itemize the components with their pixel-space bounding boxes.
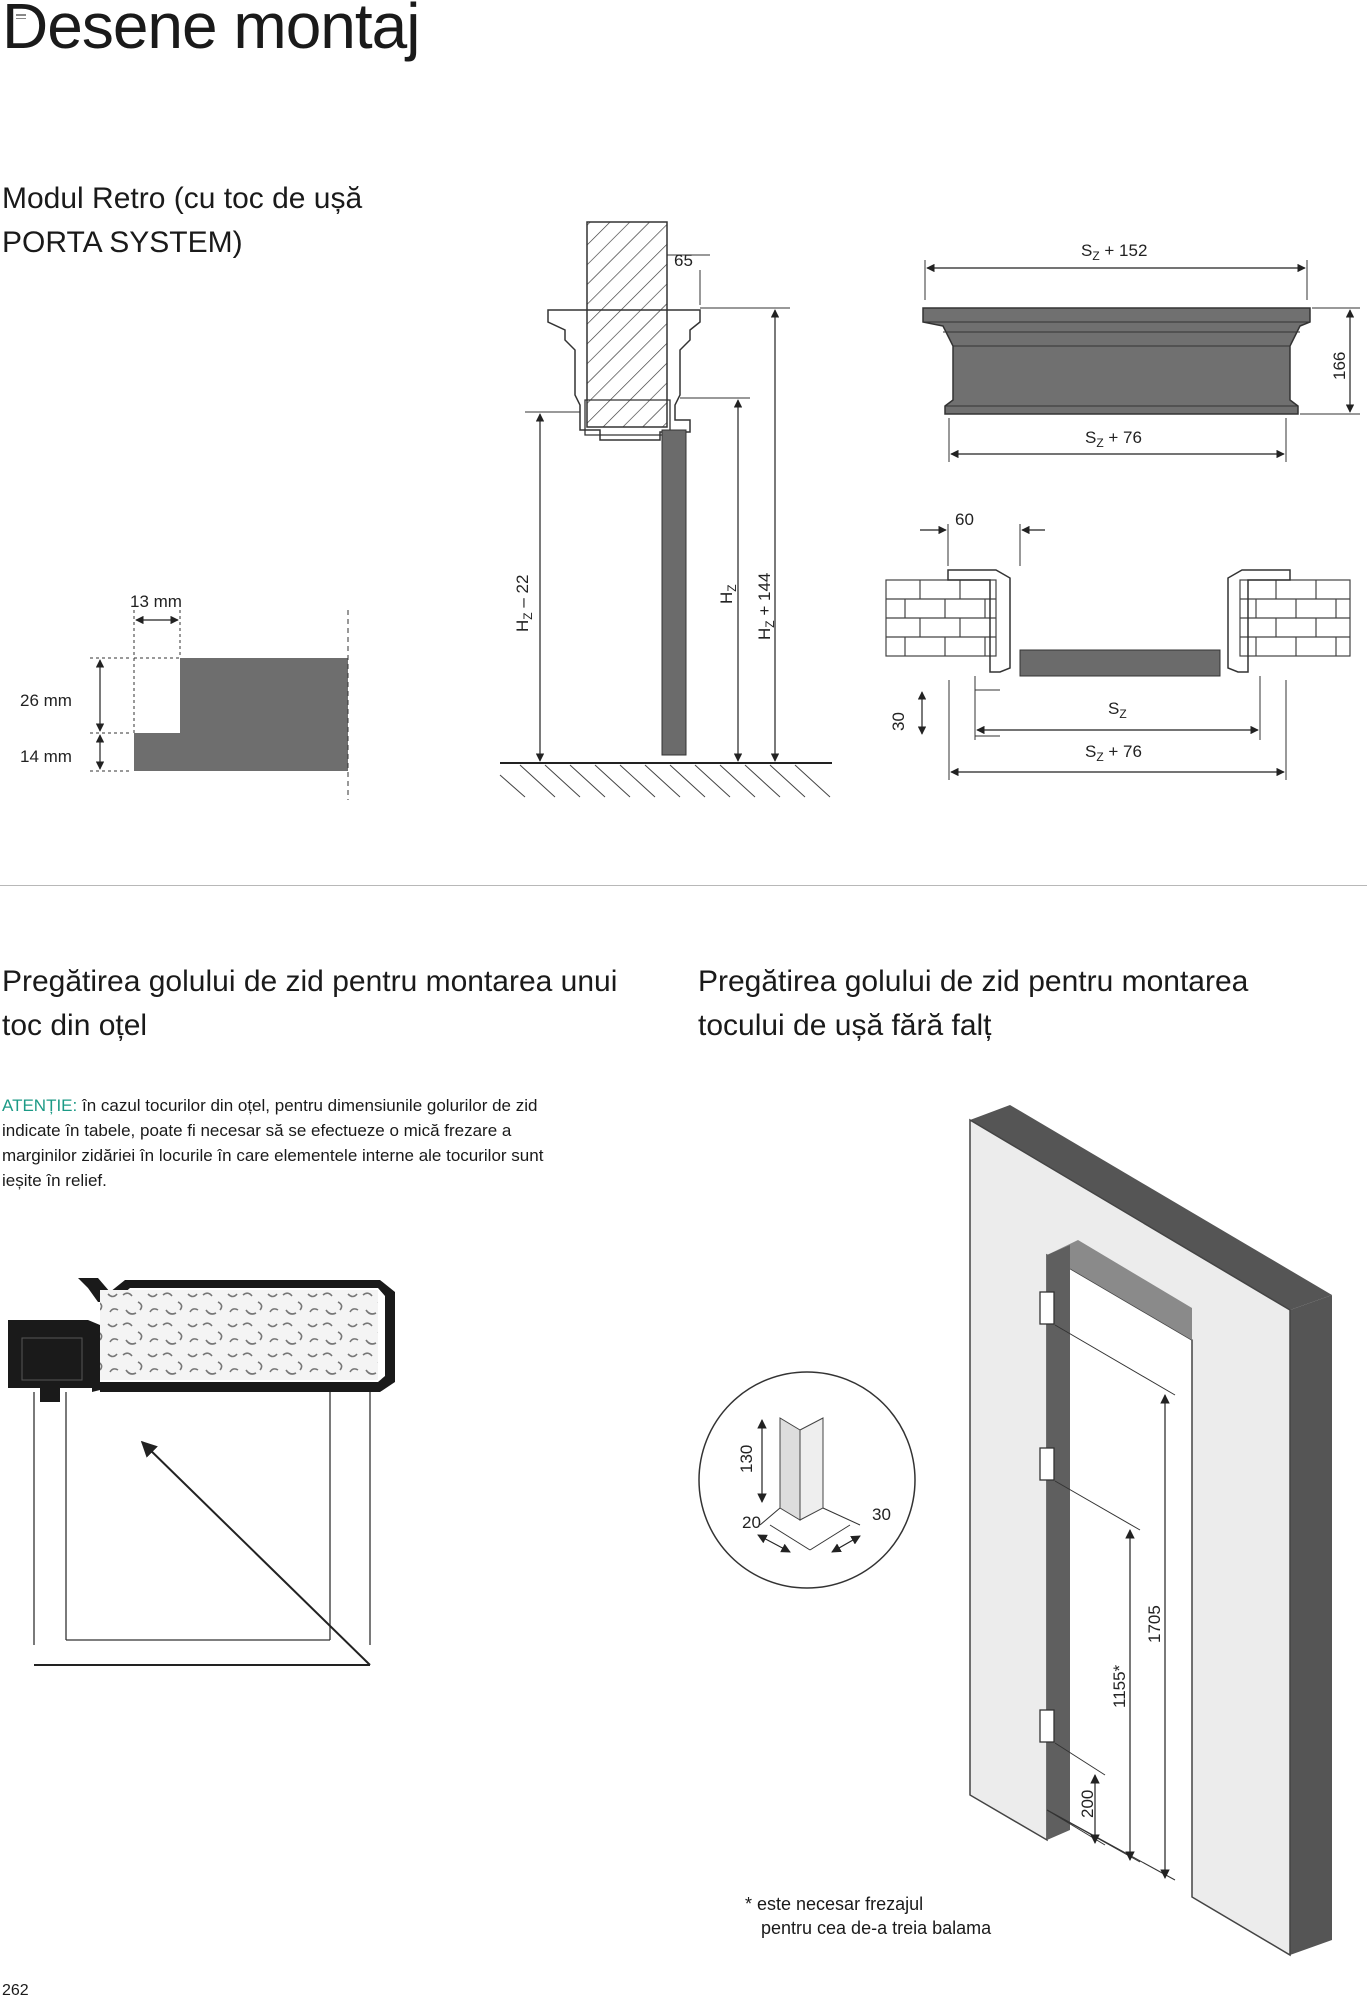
- note-text: în cazul tocurilor din oțel, pentru dimensiunile golurilor de zid indicate în tabele, poate fi necesar să se efectueze o mică frezare a marginilor zidăriei în locurile în care elementele interne ale tocurilor sunt ieșite în relief.: [2, 1096, 544, 1190]
- dim-hz-minus-22: $H_Z - 22$: [513, 574, 535, 632]
- dim-26mm: 26 mm: [20, 691, 72, 710]
- dim-20: 20: [742, 1513, 761, 1532]
- dim-hz: $H_Z$: [717, 584, 739, 604]
- flush-title-line1: Pregătirea golului de zid pentru montarea: [698, 965, 1249, 998]
- retro-title-line2: PORTA SYSTEM): [2, 226, 243, 259]
- dim-130: 130: [737, 1444, 756, 1473]
- page-number: 262: [2, 1982, 29, 1999]
- dim-hz-plus-144: $H_Z + 144$: [755, 572, 777, 640]
- dim-200: 200: [1078, 1789, 1097, 1818]
- flush-frame-drawing: [699, 1105, 1332, 1955]
- retro-title-line1: Modul Retro (cu toc de ușă: [2, 182, 363, 215]
- dim-sz-plus-76-top: $S_Z + 76$: [1085, 428, 1142, 450]
- page-title: Desene montaj: [2, 0, 420, 62]
- dim-30-plan: 30: [889, 712, 908, 731]
- dim-sz-plus-152: $S_Z + 152$: [1081, 241, 1148, 263]
- note-label: ATENȚIE:: [2, 1096, 78, 1115]
- dim-sz: $S_Z$: [1108, 699, 1127, 721]
- steel-frame-drawing: [8, 1278, 395, 1665]
- dim-14mm: 14 mm: [20, 747, 72, 766]
- dim-1705: 1705: [1145, 1605, 1164, 1643]
- dim-65: 65: [674, 251, 693, 270]
- steel-title-line1: Pregătirea golului de zid pentru montarea unui: [2, 965, 618, 998]
- dim-sz-plus-76-bottom: $S_Z + 76$: [1085, 742, 1142, 764]
- dim-1155: 1155*: [1110, 1664, 1129, 1708]
- dim-60: 60: [955, 510, 974, 529]
- footnote-line2: pentru cea de-a treia balama: [761, 1918, 992, 1938]
- dim-30-detail: 30: [872, 1505, 891, 1524]
- dim-166: 166: [1330, 351, 1349, 380]
- footnote-line1: * este necesar frezajul: [745, 1894, 924, 1914]
- steel-title-line2: toc din oțel: [2, 1009, 148, 1042]
- flush-title-line2: tocului de ușă fără falț: [698, 1009, 992, 1042]
- dim-13mm: 13 mm: [130, 592, 182, 611]
- footnote: [745, 1892, 991, 1940]
